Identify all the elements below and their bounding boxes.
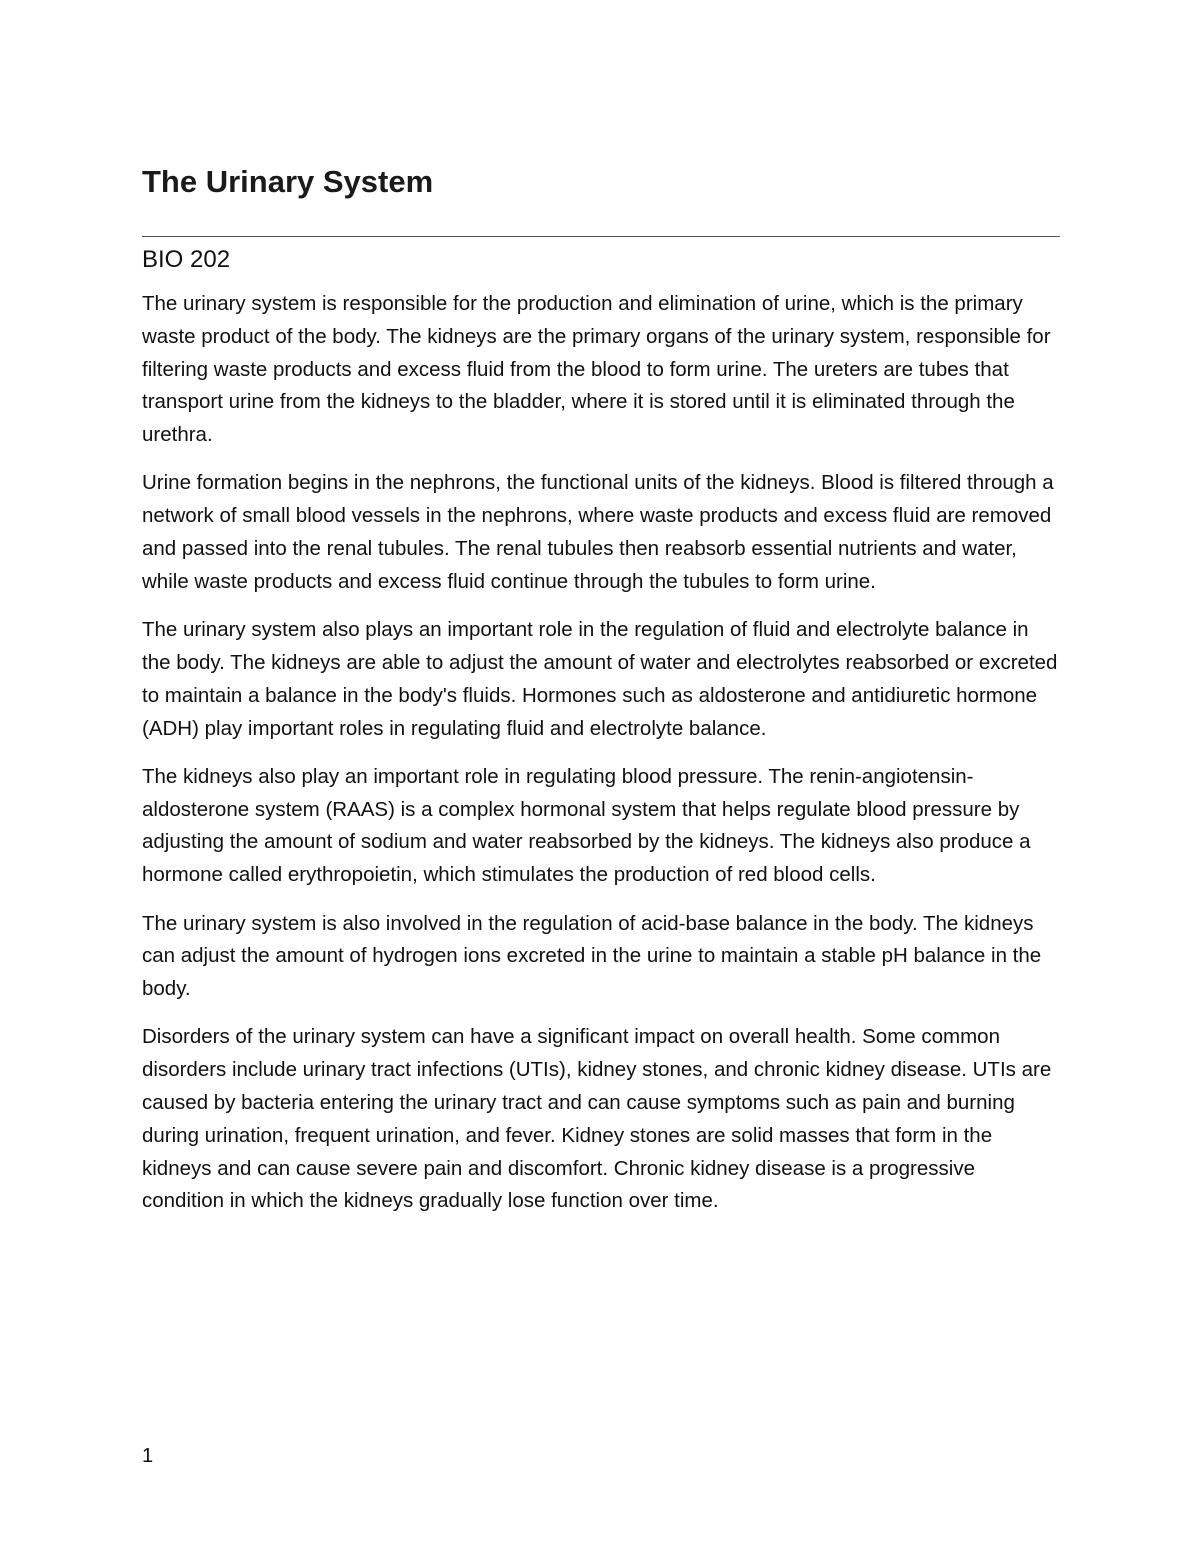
paragraph-disorders: Disorders of the urinary system can have a significant impact on overall health. Some common disorders include urinary tract infections (UTIs), kidney stones, and chronic kidney disease. UTIs are caused by bacteria entering the urinary tract and can cause symptoms such as pain and burning during urination, frequent urination, and fever. Kidney stones are solid masses that form in the kidneys and can cause severe pain and discomfort. Chronic kidney disease is a progressive condition in which the kidneys gradually lose function over time. [142, 1025, 1052, 1213]
paragraph-overview: The urinary system is responsible for the production and elimination of urine, which is the primary waste product of the body. The kidneys are the primary organs of the urinary system, responsible for filtering waste products and excess fluid from the blood to form urine. The ureters are tubes that transport urine from the kidneys to the bladder, where it is stored until it is eliminated through the urethra. [142, 292, 1051, 447]
course-code: BIO 202 [142, 246, 231, 273]
page-number: 1 [142, 1445, 154, 1467]
paragraph-acid-base: The urinary system is also involved in the regulation of acid-base balance in the body. The kidneys can adjust the amount of hydrogen ions excreted in the urine to maintain a stable pH balance in the body. [142, 911, 1042, 1001]
page-content [142, 162, 1062, 1218]
title-divider [142, 236, 1060, 237]
document-title: The Urinary System [142, 164, 434, 199]
paragraph-urine-formation: Urine formation begins in the nephrons, the functional units of the kidneys. Blood is filtered through a network of small blood vessels in the nephrons, where waste products and excess fluid are removed and passed into the renal tubules. The renal tubules then reabsorb essential nutrients and water, while waste products and excess fluid continue through the tubules to form urine. [142, 471, 1054, 593]
paragraph-blood-pressure: The kidneys also play an important role in regulating blood pressure. The renin-angiotensin-aldosterone system (RAAS) is a complex hormonal system that helps regulate blood pressure by adjusting the amount of sodium and water reabsorbed by the kidneys. The kidneys also produce a hormone called erythropoietin, which stimulates the production of red blood cells. [142, 764, 1031, 887]
paragraph-fluid-balance: The urinary system also plays an important role in the regulation of fluid and electrolyte balance in the body. The kidneys are able to adjust the amount of water and electrolytes reabsorbed or excreted to maintain a balance in the body's fluids. Hormones such as aldosterone and antidiuretic hormone (ADH) play important roles in regulating fluid and electrolyte balance. [142, 618, 1058, 740]
